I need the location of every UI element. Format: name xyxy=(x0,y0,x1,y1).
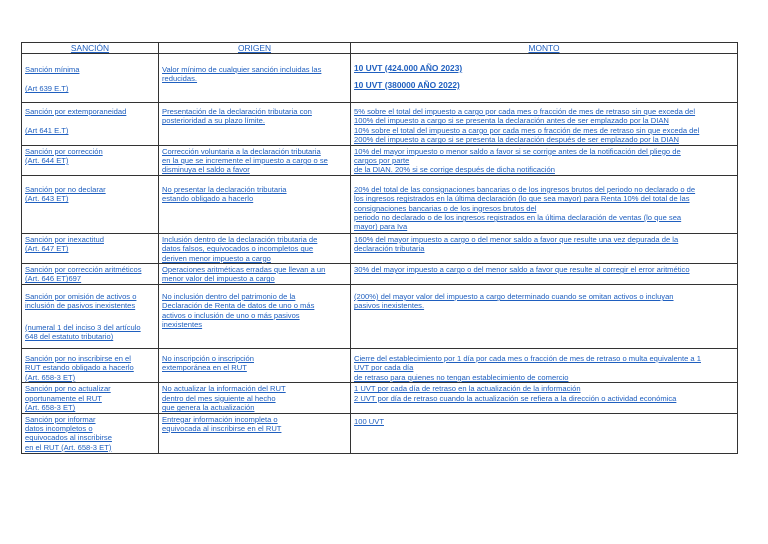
cell-text: Sanción por omisión de activos o xyxy=(25,292,137,302)
cell-text: deriven menor impuesto a cargo xyxy=(162,253,271,263)
cell-text: Sanción por corrección aritméticos xyxy=(25,265,142,275)
cell-monto xyxy=(351,285,738,349)
cell-text: de retraso para quienes no tengan establecimiento de comercio xyxy=(354,372,569,382)
cell-sancion xyxy=(22,103,159,146)
cell-text: 200% del impuesto a cargo si se presenta la declaración después de ser emplazado por la DIAN xyxy=(354,135,680,145)
cell-text: 648 del estatuto tributario) xyxy=(25,332,114,342)
sanctions-table xyxy=(21,42,738,454)
cell-text: RUT estando obligado a hacerlo xyxy=(25,363,134,373)
cell-text: 10% del mayor impuesto o menor saldo a favor si se corrige antes de la notificación del pliego de xyxy=(354,146,681,156)
cell-origen xyxy=(159,103,351,146)
cell-text: (Art. 658-3 ET) xyxy=(25,403,76,413)
cell-text: (Art. 644 ET) xyxy=(25,156,69,166)
cell-text: No inclusión dentro del patrimonio de la xyxy=(162,292,296,302)
cell-text: inexistentes xyxy=(162,320,203,330)
header-row xyxy=(22,43,738,54)
cell-text: (200%) del mayor valor del impuesto a cargo determinado cuando se omitan activos o incluyan xyxy=(354,292,674,302)
cell-text: Sanción por no actualizar xyxy=(25,384,111,394)
cell-origen xyxy=(159,264,351,285)
cell-text: 100 UVT xyxy=(354,416,384,426)
table-row xyxy=(22,349,738,383)
cell-text: datos falsos, equivocados o incompletos que xyxy=(162,244,314,254)
cell-monto xyxy=(351,145,738,175)
cell-text: 10% sobre el total del impuesto a cargo por cada mes o fracción de mes de retraso sin que exceda del xyxy=(354,125,700,135)
cell-text: 5% sobre el total del impuesto a cargo por cada mes o fracción de mes de retraso sin que exceda del xyxy=(354,107,696,116)
cell-text: Operaciones aritméticas erradas que llevan a un xyxy=(162,265,326,275)
cell-monto xyxy=(351,233,738,263)
cell-text: Sanción por inexactitud xyxy=(25,234,104,244)
cell-text: declaración tributaria xyxy=(354,244,425,254)
table-row xyxy=(22,233,738,263)
cell-text: No presentar la declaración tributaria xyxy=(162,184,287,194)
cell-text: 160% del mayor impuesto a cargo o del menor saldo a favor que resulte una vez depurada de la xyxy=(354,234,679,244)
cell-text: (Art. 643 ET) xyxy=(25,194,69,204)
cell-monto xyxy=(351,349,738,383)
cell-text: Entregar información incompleta o xyxy=(162,414,278,424)
cell-text: reducidas. xyxy=(162,74,198,84)
cell-text: inclusión de pasivos inexistentes xyxy=(25,301,136,311)
cell-text: Sanción por corrección xyxy=(25,146,103,156)
cell-text: 20% del total de las consignaciones bancarias o de los ingresos brutos del periodo no declarado o de xyxy=(354,184,696,194)
cell-origen xyxy=(159,233,351,263)
cell-sancion xyxy=(22,285,159,349)
cell-text: Inclusión dentro de la declaración tributaria de xyxy=(162,234,318,244)
cell-text: consignaciones bancarias o de los ingresos brutos del xyxy=(354,203,537,213)
cell-monto xyxy=(351,264,738,285)
cell-text: estando obligado a hacerlo xyxy=(162,194,254,204)
cell-sancion xyxy=(22,175,159,233)
cell-text: que genera la actualización xyxy=(162,403,255,413)
cell-text: (Art. 647 ET) xyxy=(25,244,69,254)
cell-monto xyxy=(351,175,738,233)
cell-text: (Art 641 E.T) xyxy=(25,126,69,136)
cell-origen xyxy=(159,145,351,175)
cell-text: Cierre del establecimiento por 1 día por cada mes o fracción de mes de retraso o multa equivalente a 1 xyxy=(354,354,701,364)
cell-text: (Art 639 E.T) xyxy=(25,84,69,94)
cell-text: 1 UVT por cada día de retraso en la actualización de la información xyxy=(354,384,581,394)
cell-text: 10 UVT (380000 AÑO 2022) xyxy=(354,80,460,90)
cell-text: dentro del mes siguiente al hecho xyxy=(162,393,276,403)
cell-text: disminuya el saldo a favor xyxy=(162,165,250,175)
cell-text: datos incompletos o xyxy=(25,423,93,433)
cell-text: de la DIAN. 20% si se corrige después de dicha notificación xyxy=(354,165,555,175)
cell-monto xyxy=(351,383,738,413)
table-row xyxy=(22,145,738,175)
cell-text: No actualizar la información del RUT xyxy=(162,384,286,394)
cell-text: equivocados al inscribirse xyxy=(25,433,112,443)
cell-text: (numeral 1 del inciso 3 del artículo xyxy=(25,322,141,332)
cell-text: Valor mínimo de cualquier sanción incluidas las xyxy=(162,65,322,74)
cell-text: Corrección voluntaria a la declaración tributaria xyxy=(162,146,321,156)
cell-text: mayor) para Iva xyxy=(354,222,408,232)
cell-text: Sanción por extemporaneidad xyxy=(25,107,127,116)
cell-monto xyxy=(351,54,738,103)
cell-text: en la que se incremente el impuesto a cargo o se xyxy=(162,156,328,166)
cell-text: 2 UVT por día de retraso cuando la actualización se refiera a la dirección o actividad económica xyxy=(354,393,677,403)
cell-origen xyxy=(159,285,351,349)
cell-text: 100% del impuesto a cargo si se presenta la declaración antes de ser emplazado por la DIAN xyxy=(354,116,669,126)
cell-text: pasivos inexistentes. xyxy=(354,301,425,311)
cell-text: Sanción por no declarar xyxy=(25,184,106,194)
cell-origen xyxy=(159,175,351,233)
table-row xyxy=(22,54,738,103)
cell-sancion xyxy=(22,349,159,383)
cell-origen xyxy=(159,383,351,413)
cell-text: los ingresos registrados en la última declaración (lo que sea mayor) para Renta 10% del total de las xyxy=(354,194,690,204)
cell-text: en el RUT (Art. 658-3 ET) xyxy=(25,442,112,452)
table-row xyxy=(22,175,738,233)
cell-text: activos o inclusión de uno o más pasivos xyxy=(162,310,300,320)
table-row xyxy=(22,103,738,146)
cell-sancion xyxy=(22,233,159,263)
cell-sancion xyxy=(22,383,159,413)
cell-sancion xyxy=(22,264,159,285)
cell-origen xyxy=(159,413,351,453)
header-origen: ORIGEN xyxy=(159,43,351,54)
cell-text: Declaración de Renta de datos de uno o más xyxy=(162,301,315,311)
cell-text: posterioridad a su plazo límite. xyxy=(162,116,265,126)
header-monto: MONTO xyxy=(351,43,738,54)
cell-text: UVT por cada día xyxy=(354,363,414,373)
cell-text: cargos por parte xyxy=(354,156,410,166)
cell-text: extemporánea en el RUT xyxy=(162,363,247,373)
cell-monto xyxy=(351,413,738,453)
table-row xyxy=(22,264,738,285)
cell-text: Sanción mínima xyxy=(25,65,80,74)
cell-text: No inscripción o inscripción xyxy=(162,354,255,364)
cell-sancion xyxy=(22,145,159,175)
table-row xyxy=(22,413,738,453)
cell-text: (Art. 646 ET)697 xyxy=(25,274,82,284)
cell-sancion xyxy=(22,54,159,103)
cell-text: oportunamente el RUT xyxy=(25,393,102,403)
header-sancion: SANCIÓN xyxy=(22,43,159,54)
table-row xyxy=(22,285,738,349)
cell-origen xyxy=(159,349,351,383)
cell-origen xyxy=(159,54,351,103)
cell-text: 30% del mayor impuesto a cargo o del menor saldo a favor que resulte al corregir el error aritmético xyxy=(354,265,690,275)
table-row xyxy=(22,383,738,413)
cell-text: Presentación de la declaración tributaria con xyxy=(162,107,312,116)
cell-sancion xyxy=(22,413,159,453)
cell-text: Sanción por no inscribirse en el xyxy=(25,354,131,364)
cell-text: periodo no declarado o de los ingresos registrados en la última declaración de ventas (lo que sea xyxy=(354,213,682,223)
cell-text: menor valor del impuesto a cargo xyxy=(162,274,275,284)
cell-text: 10 UVT (424.000 AÑO 2023) xyxy=(354,63,463,73)
cell-text: equivocada al inscribirse en el RUT xyxy=(162,423,282,433)
cell-text: (Art. 658-3 ET) xyxy=(25,372,76,382)
cell-monto xyxy=(351,103,738,146)
cell-text: Sanción por informar xyxy=(25,414,96,424)
